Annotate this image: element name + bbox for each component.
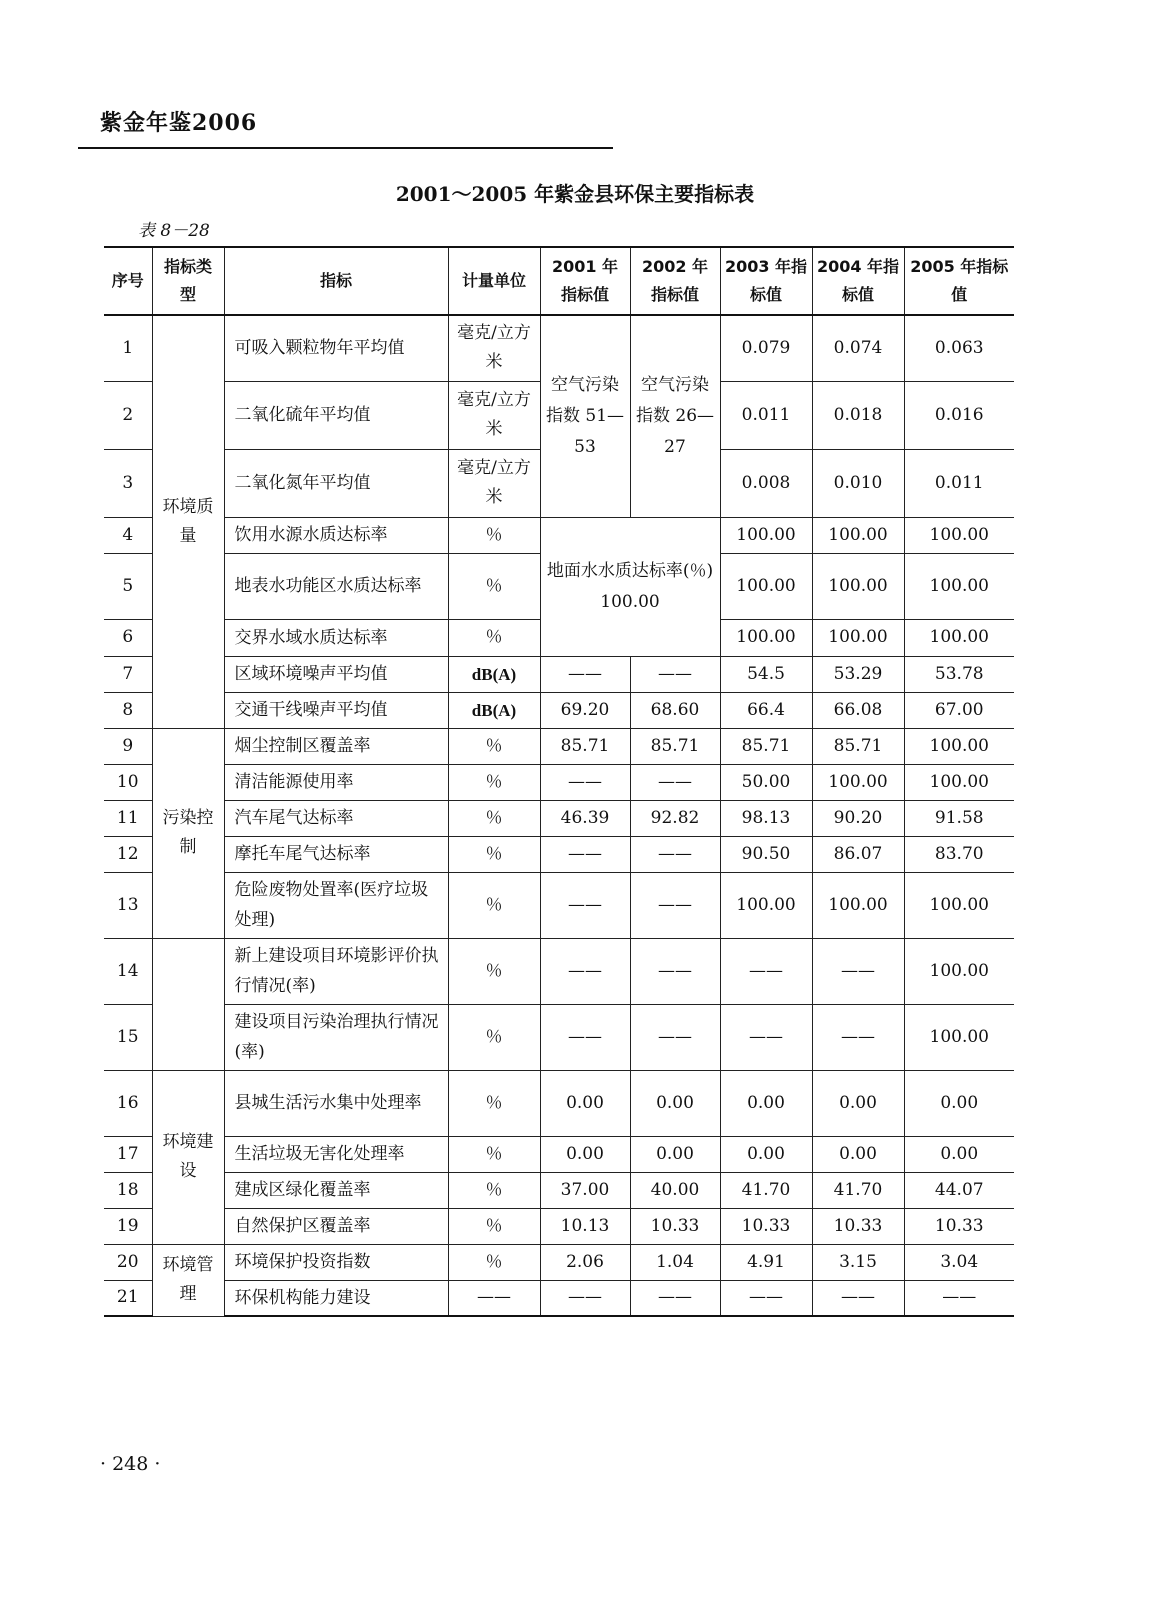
cell-indicator: 自然保护区覆盖率	[224, 1208, 448, 1244]
cell-2001: ——	[540, 872, 630, 938]
cell-seq: 9	[104, 728, 152, 764]
cell-unit: ％	[448, 1004, 540, 1070]
cell-unit: 毫克/立方米	[448, 315, 540, 381]
table-header-row	[104, 247, 1014, 315]
cell-2005: 100.00	[904, 764, 1014, 800]
cell-2002: 85.71	[630, 728, 720, 764]
cell-2003: 4.91	[720, 1244, 812, 1280]
cell-seq: 10	[104, 764, 152, 800]
cell-2005: 67.00	[904, 692, 1014, 728]
cell-seq: 6	[104, 619, 152, 656]
cell-indicator: 烟尘控制区覆盖率	[224, 728, 448, 764]
table-row	[104, 315, 1014, 381]
category-env-construction: 环境建设	[152, 1070, 224, 1244]
table-row	[104, 1004, 1014, 1070]
environmental-indicators-table	[104, 246, 1014, 1317]
cell-unit: ——	[448, 1280, 540, 1316]
cell-2004: 0.018	[812, 381, 904, 449]
cell-2001: 10.13	[540, 1208, 630, 1244]
cell-indicator: 摩托车尾气达标率	[224, 836, 448, 872]
cell-2001: ——	[540, 764, 630, 800]
table-row	[104, 800, 1014, 836]
cell-2004: ——	[812, 1280, 904, 1316]
cell-2002: ——	[630, 1280, 720, 1316]
cell-indicator: 交通干线噪声平均值	[224, 692, 448, 728]
cell-2002: ——	[630, 656, 720, 692]
cell-2003: 0.011	[720, 381, 812, 449]
cell-2003: 0.079	[720, 315, 812, 381]
cell-indicator: 交界水域水质达标率	[224, 619, 448, 656]
cell-seq: 16	[104, 1070, 152, 1136]
cell-2004: 0.00	[812, 1070, 904, 1136]
cell-2001: 37.00	[540, 1172, 630, 1208]
cell-unit: dB(A)	[448, 656, 540, 692]
cell-unit: ％	[448, 764, 540, 800]
cell-2002: 10.33	[630, 1208, 720, 1244]
cell-2005: 100.00	[904, 517, 1014, 553]
cell-2004: 66.08	[812, 692, 904, 728]
cell-indicator: 二氧化氮年平均值	[224, 449, 448, 517]
header-rule	[78, 147, 613, 149]
cell-2002: ——	[630, 1004, 720, 1070]
cell-2001: 0.00	[540, 1136, 630, 1172]
cell-2003: 100.00	[720, 619, 812, 656]
cell-unit: ％	[448, 728, 540, 764]
cell-2004: 85.71	[812, 728, 904, 764]
cell-2005: 91.58	[904, 800, 1014, 836]
cell-2005: 44.07	[904, 1172, 1014, 1208]
merged-air-2002: 空气污染指数 26—27	[630, 315, 720, 517]
running-header: 紫金年鉴2006	[100, 110, 258, 136]
cell-unit: ％	[448, 1172, 540, 1208]
cell-seq: 13	[104, 872, 152, 938]
col-header-seq: 序号	[104, 247, 152, 315]
table-row	[104, 1136, 1014, 1172]
table-number: 表 8－28	[138, 221, 210, 241]
table-row	[104, 1172, 1014, 1208]
cell-seq: 14	[104, 938, 152, 1004]
cell-2001: 0.00	[540, 1070, 630, 1136]
cell-2001: 46.39	[540, 800, 630, 836]
cell-seq: 21	[104, 1280, 152, 1316]
cell-2003: 0.00	[720, 1136, 812, 1172]
table-row	[104, 764, 1014, 800]
cell-2005: 0.00	[904, 1136, 1014, 1172]
cell-unit: ％	[448, 619, 540, 656]
cell-2005: 100.00	[904, 1004, 1014, 1070]
cell-seq: 19	[104, 1208, 152, 1244]
table-row	[104, 938, 1014, 1004]
cell-2004: 53.29	[812, 656, 904, 692]
cell-2002: ——	[630, 872, 720, 938]
cell-2004: 0.00	[812, 1136, 904, 1172]
cell-indicator: 二氧化硫年平均值	[224, 381, 448, 449]
cell-2005: 100.00	[904, 553, 1014, 619]
cell-2004: 100.00	[812, 619, 904, 656]
col-header-indicator: 指标	[224, 247, 448, 315]
category-blank	[152, 938, 224, 1070]
cell-2004: 100.00	[812, 553, 904, 619]
cell-seq: 12	[104, 836, 152, 872]
cell-2001: 85.71	[540, 728, 630, 764]
cell-2003: 0.00	[720, 1070, 812, 1136]
page-number: · 248 ·	[100, 1453, 161, 1475]
cell-seq: 15	[104, 1004, 152, 1070]
cell-2002: ——	[630, 938, 720, 1004]
table-title: 2001～2005 年紫金县环保主要指标表	[395, 182, 755, 206]
cell-indicator: 环境保护投资指数	[224, 1244, 448, 1280]
cell-2004: 0.010	[812, 449, 904, 517]
cell-seq: 17	[104, 1136, 152, 1172]
cell-indicator: 饮用水源水质达标率	[224, 517, 448, 553]
cell-seq: 4	[104, 517, 152, 553]
cell-2003: 100.00	[720, 553, 812, 619]
cell-2004: ——	[812, 938, 904, 1004]
cell-seq: 7	[104, 656, 152, 692]
cell-2002: 68.60	[630, 692, 720, 728]
cell-seq: 18	[104, 1172, 152, 1208]
cell-2003: 41.70	[720, 1172, 812, 1208]
category-pollution-control: 污染控制	[152, 728, 224, 938]
cell-2004: 10.33	[812, 1208, 904, 1244]
cell-unit: ％	[448, 553, 540, 619]
cell-2002: 92.82	[630, 800, 720, 836]
col-header-unit: 计量单位	[448, 247, 540, 315]
cell-indicator: 生活垃圾无害化处理率	[224, 1136, 448, 1172]
cell-seq: 8	[104, 692, 152, 728]
cell-indicator: 汽车尾气达标率	[224, 800, 448, 836]
cell-unit: 毫克/立方米	[448, 449, 540, 517]
table-row	[104, 656, 1014, 692]
cell-2002: 0.00	[630, 1136, 720, 1172]
cell-unit: ％	[448, 1136, 540, 1172]
cell-2002: 1.04	[630, 1244, 720, 1280]
cell-seq: 5	[104, 553, 152, 619]
cell-2005: 3.04	[904, 1244, 1014, 1280]
cell-2005: 0.011	[904, 449, 1014, 517]
cell-indicator: 区域环境噪声平均值	[224, 656, 448, 692]
cell-unit: ％	[448, 800, 540, 836]
cell-2001: ——	[540, 1280, 630, 1316]
cell-2003: 54.5	[720, 656, 812, 692]
cell-unit: ％	[448, 938, 540, 1004]
cell-indicator: 地表水功能区水质达标率	[224, 553, 448, 619]
table-row	[104, 836, 1014, 872]
cell-2005: 100.00	[904, 938, 1014, 1004]
cell-seq: 2	[104, 381, 152, 449]
cell-2003: 10.33	[720, 1208, 812, 1244]
cell-2005: 83.70	[904, 836, 1014, 872]
col-header-2002: 2002 年指标值	[630, 247, 720, 315]
cell-2002: 0.00	[630, 1070, 720, 1136]
cell-unit: ％	[448, 1244, 540, 1280]
cell-2004: 86.07	[812, 836, 904, 872]
cell-2001: ——	[540, 656, 630, 692]
cell-seq: 11	[104, 800, 152, 836]
cell-2005: 100.00	[904, 728, 1014, 764]
col-header-category: 指标类型	[152, 247, 224, 315]
cell-2003: 90.50	[720, 836, 812, 872]
cell-2003: 0.008	[720, 449, 812, 517]
cell-2003: 98.13	[720, 800, 812, 836]
cell-2004: 41.70	[812, 1172, 904, 1208]
col-header-2003: 2003 年指标值	[720, 247, 812, 315]
cell-2001: 2.06	[540, 1244, 630, 1280]
table-row	[104, 728, 1014, 764]
cell-2005: 10.33	[904, 1208, 1014, 1244]
cell-indicator: 建成区绿化覆盖率	[224, 1172, 448, 1208]
table-row	[104, 1070, 1014, 1136]
cell-indicator: 可吸入颗粒物年平均值	[224, 315, 448, 381]
cell-2003: 100.00	[720, 872, 812, 938]
table-row	[104, 872, 1014, 938]
cell-2004: 100.00	[812, 764, 904, 800]
cell-2003: ——	[720, 1280, 812, 1316]
cell-2003: ——	[720, 1004, 812, 1070]
cell-seq: 1	[104, 315, 152, 381]
merged-water-2001-2002: 地面水水质达标率(％) 100.00	[540, 517, 720, 656]
cell-indicator: 建设项目污染治理执行情况(率)	[224, 1004, 448, 1070]
cell-2004: 3.15	[812, 1244, 904, 1280]
cell-seq: 3	[104, 449, 152, 517]
table-row	[104, 692, 1014, 728]
cell-2002: 40.00	[630, 1172, 720, 1208]
cell-2004: ——	[812, 1004, 904, 1070]
table-row	[104, 517, 1014, 553]
col-header-2005: 2005 年指标值	[904, 247, 1014, 315]
cell-2001: ——	[540, 1004, 630, 1070]
cell-indicator: 新上建设项目环境影评价执行情况(率)	[224, 938, 448, 1004]
cell-seq: 20	[104, 1244, 152, 1280]
col-header-2004: 2004 年指标值	[812, 247, 904, 315]
cell-2005: 53.78	[904, 656, 1014, 692]
cell-2003: 50.00	[720, 764, 812, 800]
category-env-management: 环境管理	[152, 1244, 224, 1316]
cell-unit: dB(A)	[448, 692, 540, 728]
merged-air-2001: 空气污染指数 51—53	[540, 315, 630, 517]
cell-2004: 100.00	[812, 517, 904, 553]
cell-indicator: 环保机构能力建设	[224, 1280, 448, 1316]
cell-2005: 100.00	[904, 619, 1014, 656]
cell-2003: ——	[720, 938, 812, 1004]
table-row	[104, 1280, 1014, 1316]
cell-2003: 66.4	[720, 692, 812, 728]
cell-indicator: 县城生活污水集中处理率	[224, 1070, 448, 1136]
table-row	[104, 1208, 1014, 1244]
cell-2005: 0.00	[904, 1070, 1014, 1136]
category-env-quality: 环境质量	[152, 315, 224, 728]
cell-2003: 100.00	[720, 517, 812, 553]
cell-2001: ——	[540, 938, 630, 1004]
cell-2002: ——	[630, 836, 720, 872]
cell-2003: 85.71	[720, 728, 812, 764]
cell-indicator: 清洁能源使用率	[224, 764, 448, 800]
cell-2001: ——	[540, 836, 630, 872]
cell-2005: 100.00	[904, 872, 1014, 938]
cell-unit: ％	[448, 1208, 540, 1244]
table-row	[104, 1244, 1014, 1280]
cell-2002: ——	[630, 764, 720, 800]
cell-2004: 0.074	[812, 315, 904, 381]
cell-2005: 0.016	[904, 381, 1014, 449]
cell-unit: ％	[448, 1070, 540, 1136]
cell-2004: 100.00	[812, 872, 904, 938]
cell-unit: ％	[448, 517, 540, 553]
cell-indicator: 危险废物处置率(医疗垃圾处理)	[224, 872, 448, 938]
cell-unit: ％	[448, 872, 540, 938]
cell-unit: 毫克/立方米	[448, 381, 540, 449]
cell-2005: ——	[904, 1280, 1014, 1316]
cell-2005: 0.063	[904, 315, 1014, 381]
cell-2004: 90.20	[812, 800, 904, 836]
cell-unit: ％	[448, 836, 540, 872]
cell-2001: 69.20	[540, 692, 630, 728]
col-header-2001: 2001 年指标值	[540, 247, 630, 315]
